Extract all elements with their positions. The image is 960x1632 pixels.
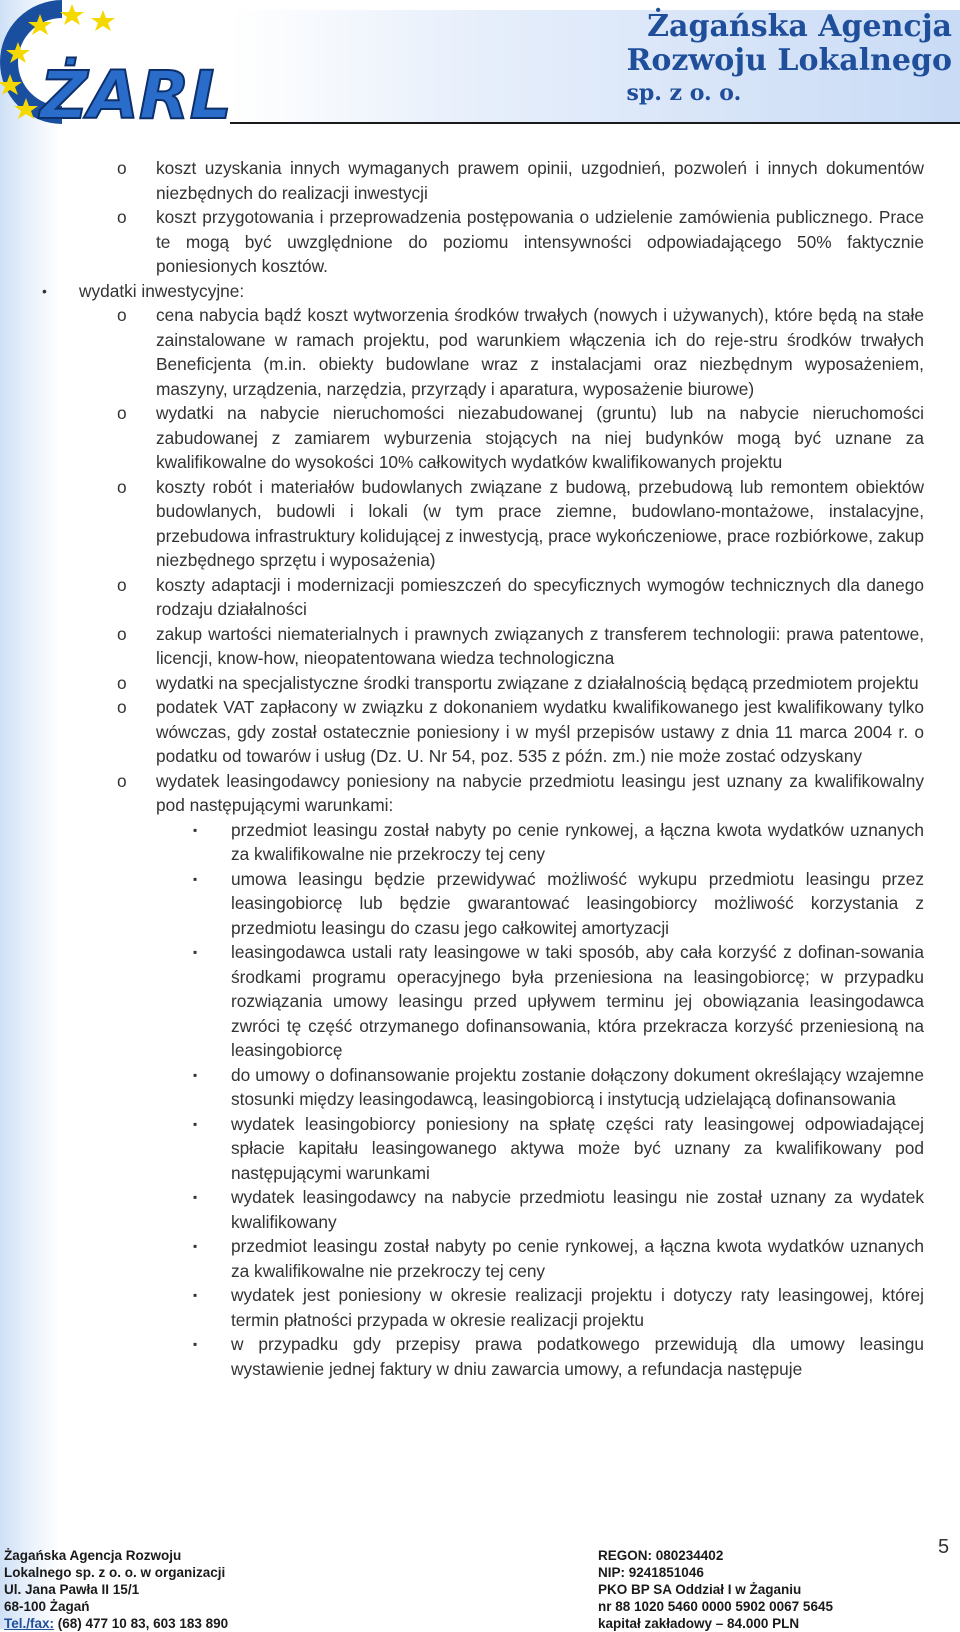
footer-phone — [4, 1615, 228, 1632]
list-item — [0, 1063, 960, 1112]
footer-nip: NIP: 9241851046 — [598, 1565, 704, 1580]
company-line-2: Rozwoju Lokalnego — [626, 43, 952, 78]
list-item-text: cena nabycia bądź koszt wytworzenia środków trwałych (nowych i używanych), które będą na stałe zainstalowane w ramach projektu, pod warunkiem włączenia ich do reje-stru środków trwałych Beneficjenta (m.in. obiekty budowlane wraz z instalacjami oraz niezbędnym wyposażeniem, maszyny, urządzenia, narzędzia, przyrządy i aparatura, wyposażenie biurowe) — [156, 305, 924, 399]
list-item-text: wydatek jest poniesiony w okresie realizacji projektu i dotyczy raty leasingowej, której termin płatności przypada w okresie realizacji projektu — [231, 1285, 924, 1330]
list-item-text: umowa leasingu będzie przewidywać możliwość wykupu przedmiotu leasingu przez leasingobiorcę lub będzie gwarantować leasingobiorcy możliwość korzystania z przedmiotu leasingu do czasu jego całkowitej amortyzacji — [231, 868, 924, 938]
list-marker: ▪ — [193, 871, 198, 886]
list-marker: o — [117, 672, 127, 693]
list-item-text: koszty robót i materiałów budowlanych związane z budową, przebudową lub remontem obiektów budowlanych, budowli i lokali (w tym prace ziemne, budowlano-montażowe, instalacyjne, przebudowa infrastruktury kolidującej z inwestycją, prace wykończeniowe, prace rozbiórkowe, zakup niezbędnego sprzętu i wyposażenia) — [156, 476, 924, 570]
footer-tel-value: (68) 477 10 83, 603 183 890 — [54, 1616, 229, 1631]
footer-regon: REGON: 080234402 — [598, 1548, 724, 1563]
list-marker: o — [117, 623, 127, 644]
footer-capital: kapitał zakładowy – 84.000 PLN — [598, 1616, 800, 1631]
list-marker: • — [42, 282, 47, 299]
list-item-text: wydatek leasingodawcy na nabycie przedmiotu leasingu nie został uznany za wydatek kwalifikowany — [231, 1187, 924, 1232]
list-item-text: zakup wartości niematerialnych i prawnych związanych z transferem technologii: prawa patentowe, licencji, know-how, nieopatentowana wiedza technologiczna — [156, 623, 924, 668]
list-marker: ▪ — [193, 1288, 198, 1302]
page-header — [0, 0, 960, 125]
footer-street: Ul. Jana Pawła II 15/1 — [4, 1582, 140, 1597]
list-marker: ▪ — [193, 945, 198, 959]
footer-address — [4, 1547, 228, 1632]
company-line-1: Żagańska Agencja — [647, 9, 952, 44]
list-item-text: w przypadku gdy przepisy prawa podatkowego przewidują dla umowy leasingu wystawienie jednej faktury w dniu zawarcia umowy, a refundacja następuje — [231, 1334, 924, 1379]
list-marker: o — [117, 476, 127, 497]
list-marker: ▪ — [193, 822, 198, 837]
list-item — [0, 695, 960, 769]
list-item-text: leasingodawca ustali raty leasingowe w taki sposób, aby cała korzyść z dofinan-sowania środkami programu operacyjnego była przeniesiona na leasingobiorcę; w przypadku rozwiązania umowy leasingu przed upływem terminu jej obowiązania leasingodawca zwróci tę część otrzymanego dofinansowania, która przekracza korzyść przeniesioną na leasingobiorcę — [231, 942, 924, 1060]
list-item-text: przedmiot leasingu został nabyty po cenie rynkowej, a łączna kwota wydatków uznanych za kwalifikowalne nie przekroczy tej ceny — [231, 819, 924, 864]
footer-registry — [598, 1547, 833, 1632]
list-item — [0, 671, 960, 696]
list-item-text: koszty adaptacji i modernizacji pomieszczeń do specyficznych wymogów technicznych dla danego rodzaju działalności — [156, 574, 924, 619]
list-item — [0, 573, 960, 622]
footer-account: nr 88 1020 5460 0000 5902 0067 5645 — [598, 1599, 833, 1614]
list-marker: ▪ — [193, 1190, 198, 1204]
footer-company-line-1: Żagańska Agencja Rozwoju — [4, 1548, 182, 1563]
list-marker: ▪ — [193, 1067, 198, 1082]
list-item-text: wydatek leasingodawcy poniesiony na nabycie przedmiotu leasingu jest uznany za kwalifikowalny pod następującymi warunkami: — [156, 770, 924, 815]
list-item-text: wydatki inwestycyjne: — [79, 280, 245, 301]
list-item — [0, 205, 960, 279]
list-item-text: podatek VAT zapłacony w związku z dokonaniem wydatku kwalifikowanego jest kwalifikowany tylko wówczas, gdy został ostatecznie poniesiony i w myśl przepisów ustawy z dnia 11 marca 2004 r. o podatku od towarów i usług (Dz. U. Nr 54, poz. 535 z późn. zm.) nie może zostać odzyskany — [156, 697, 924, 766]
list-marker: ▪ — [193, 1116, 198, 1131]
list-item — [0, 1234, 960, 1283]
list-item-text: wydatek leasingobiorcy poniesiony na spłatę części raty leasingowej odpowiadającej spłacie kapitału leasingowanego aktywa może być uznany za kwalifikowany pod następującymi warunkami — [231, 1113, 924, 1183]
list-marker: o — [117, 158, 127, 178]
list-marker: ▪ — [193, 1337, 198, 1351]
footer-city: 68-100 Żagań — [4, 1599, 90, 1614]
list-item-text: koszt przygotowania i przeprowadzenia postępowania o udzielenie zamówienia publicznego. Prace te mogą być uwzględnione do poziomu intensywności odpowiadającego 50% faktycznie poniesionych kosztów. — [156, 207, 924, 276]
zarl-logo — [0, 0, 235, 125]
list-marker: o — [117, 574, 127, 595]
footer-tel-label: Tel./fax: — [4, 1616, 55, 1631]
list-item — [0, 475, 960, 573]
list-item — [0, 156, 960, 205]
footer-company-line-2: Lokalnego sp. z o. o. w organizacji — [4, 1565, 226, 1580]
list-item — [0, 1185, 960, 1234]
list-item — [0, 303, 960, 401]
list-marker: o — [117, 770, 127, 791]
list-item-text: przedmiot leasingu został nabyty po cenie rynkowej, a łączna kwota wydatków uznanych za kwalifikowalne nie przekroczy tej ceny — [231, 1236, 924, 1281]
footer-bank: PKO BP SA Oddział I w Żaganiu — [598, 1582, 802, 1597]
list-item-text: wydatki na nabycie nieruchomości niezabudowanej (gruntu) lub na nabycie nieruchomości zabudowanej z zamiarem wyburzenia stojących na niej budynków mogą być uznane za kwalifikowalne do wysokości 10% całkowitych wydatków kwalifikowanych projektu — [156, 403, 924, 472]
header-rule — [230, 122, 960, 124]
list-marker: o — [117, 403, 127, 423]
list-marker: ▪ — [193, 1239, 198, 1253]
list-item — [0, 940, 960, 1063]
list-marker: o — [117, 697, 127, 717]
page-number: 5 — [938, 1536, 950, 1558]
page-footer — [0, 1536, 960, 1631]
list-item — [0, 1112, 960, 1186]
list-item-text: koszt uzyskania innych wymaganych prawem opinii, uzgodnień, pozwoleń i innych dokumentów niezbędnych do realizacji inwestycji — [156, 158, 924, 203]
document-body — [0, 156, 960, 1381]
list-item — [0, 622, 960, 671]
list-item-text: do umowy o dofinansowanie projektu zostanie dołączony dokument określający wzajemne stosunki między leasingodawcą, leasingobiorcą i instytucją udzielającą dofinansowania — [231, 1064, 924, 1109]
list-item-text: wydatki na specjalistyczne środki transportu związane z działalnością będącą przedmiotem projektu — [156, 672, 919, 693]
company-line-3: sp. z o. o. — [626, 80, 742, 106]
list-marker: o — [117, 305, 127, 325]
logo-text: ŻARL — [40, 57, 232, 125]
list-item — [0, 279, 960, 304]
list-item — [0, 401, 960, 475]
list-item — [0, 1283, 960, 1332]
company-name — [626, 10, 952, 108]
list-item — [0, 867, 960, 941]
list-item — [0, 1332, 960, 1381]
list-item — [0, 769, 960, 818]
list-marker: o — [117, 207, 127, 227]
list-item — [0, 818, 960, 867]
